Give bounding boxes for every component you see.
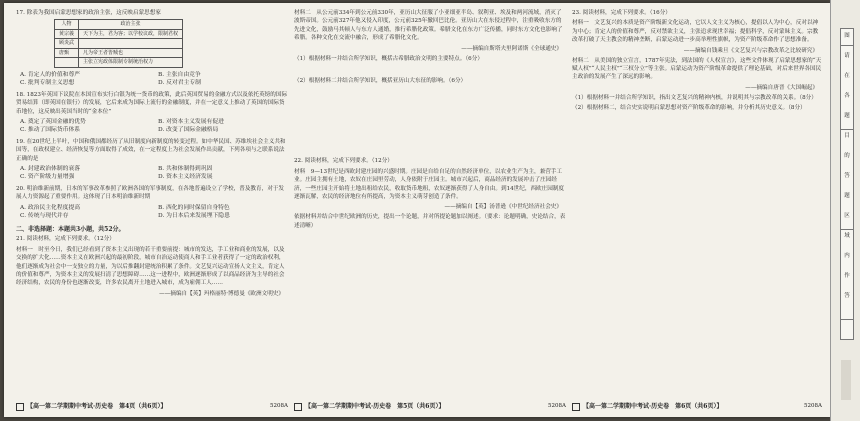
table-cell: 黄宗羲 — [55, 29, 79, 39]
table-cell: 主张立宪政体限制专制统治权力 — [79, 58, 183, 68]
option-c[interactable]: C. 传统与现代并存 — [20, 213, 69, 219]
option-d[interactable]: D. 为日本后来发展埋下隐患 — [158, 213, 230, 219]
exam-code: 5208A — [804, 403, 822, 409]
table-header: 人物 — [55, 20, 79, 30]
option-a[interactable]: A. 肯定人的价值和尊严 — [20, 71, 81, 78]
option-c[interactable]: C. 推动了国际货币体系 — [20, 127, 81, 134]
question-19-options — [20, 165, 288, 182]
question-22: 22. 阅读材料，完成下列要求。（12分） — [294, 158, 393, 165]
checkbox-icon — [294, 403, 302, 411]
footer-text: 【高一第二学期期中考试·历史卷 第4页（共6页）】 — [27, 403, 167, 411]
strip-label: 各 — [844, 93, 850, 99]
strip-label: 答 — [844, 173, 850, 179]
table-cell — [55, 58, 79, 68]
page-6-column — [572, 9, 822, 385]
strip-label: 内 — [844, 253, 850, 259]
question-21: 21. 阅读材料，完成下列要求。（12分） — [16, 236, 115, 243]
exam-code: 5208A — [548, 403, 566, 409]
divider — [841, 129, 853, 130]
strip-label: 在 — [844, 73, 850, 79]
material-source: ——摘编自钱乘旦《文艺复兴与宗教改革之比较研究》 — [683, 47, 818, 54]
footer-text: 【高一第二学期期中考试·历史卷 第6页（共6页）】 — [583, 403, 723, 411]
material-source: ——摘编自唐晋《大国崛起》 — [745, 84, 818, 91]
question-17-table — [54, 19, 183, 68]
strip-label: 题 — [844, 113, 850, 119]
option-b[interactable]: B. 对资本主义发展有促进 — [158, 118, 224, 125]
divider — [841, 45, 853, 46]
checkbox-icon — [572, 403, 580, 411]
question-19: 19. 在20世纪上半叶，中国和俄国都经历了从旧制度向新制度的转变过程。如中华民国、苏维埃社会主义共和国等，在政权建立、经济恢复等方面取得了成效，在一定程度上为社会发展作出贡献，下列各项与之联系说法正确的是 — [16, 138, 286, 162]
option-b[interactable]: B. 共和体制得到巩固 — [158, 165, 213, 172]
table-cell: 唐甄 — [55, 48, 79, 58]
option-d[interactable]: D. 资本主义经济发展 — [158, 174, 213, 181]
question-21-ask-1: （1）根据材料一并结合所学知识，概括古希腊政治文明的主要特点。（6分） — [294, 55, 483, 62]
exam-sheet — [4, 3, 830, 417]
footer-text: 【高一第二学期期中考试·历史卷 第5页（共6页）】 — [305, 403, 445, 411]
page-5-footer — [294, 401, 566, 411]
strip-label: 区 — [844, 213, 850, 219]
option-d[interactable]: D. 反对君主专制 — [158, 80, 201, 87]
strip-label: 目 — [844, 133, 850, 139]
question-17: 17. 除表为我国启蒙思想家的政治主张，这反映启蒙思想家 — [16, 10, 161, 16]
answer-space — [294, 65, 566, 77]
question-23-ask-2: （2）根据材料二，结合史实说明启蒙思想对资产阶级革命的影响，并分析其历史意义。（8分） — [572, 105, 806, 112]
question-22-ask: 依据材料并结合中世纪欧洲的历史，提出一个论题，并对所提论题加以阐述。（要求：论题明确，史论结合，表述清晰） — [294, 214, 566, 229]
question-23: 23. 阅读材料，完成下列要求。（16分） — [572, 10, 671, 16]
question-23-ask-1: （1）根据材料一并结合所学知识，指出文艺复兴的精神内核，并说明其与宗教改革的关系。（8分） — [572, 94, 817, 101]
option-b[interactable]: B. 西化的同时保留自身特色 — [158, 204, 230, 211]
strip-label: 作 — [844, 273, 850, 279]
option-a[interactable]: A. 奠定了英国金融的优势 — [20, 118, 86, 125]
question-23-material-2: 材料二 从美国的独立宣言，1787年宪法，到法国的《人权宣言》，这些文件体现了启蒙思想家的“天赋人权”“人民主权”“三权分立”等主张。启蒙运动为资产阶级革命提供了理论基础，对后来世界各国民主政治的发展产生了深远的影响。 — [572, 57, 822, 81]
question-23-material-1: 材料一 文艺复兴的本质是资产阶级新文化运动，它以人文主义为核心，提倡以人为中心，反对以神为中心；肯定人的价值和尊严，反对禁欲主义，主张追求现世幸福；提倡科学，反对蒙昧主义。宗教改革打破了天主教会的精神垄断，启蒙运动进一步高举理性旗帜，为资产阶级革命作了思想准备。 — [572, 20, 819, 44]
material-source: ——摘编自【英】玛格丽特·博德曼《欧洲文明史》 — [159, 290, 284, 297]
question-18-options — [20, 118, 288, 135]
page-6-footer — [572, 401, 822, 411]
strip-label: 图 — [844, 33, 850, 39]
question-17-options — [20, 71, 288, 88]
option-c[interactable]: C. 批判专制主义思想 — [20, 80, 75, 87]
question-20-options — [20, 204, 288, 221]
strip-label: 域 — [844, 233, 850, 239]
strip-label: 请 — [844, 53, 850, 59]
option-a[interactable]: A. 封建政治体制的衰落 — [20, 165, 81, 172]
section-heading: 二、非选择题：本题共3小题，共52分。 — [16, 226, 125, 234]
option-a[interactable]: A. 政治民主化程度提高 — [20, 204, 81, 211]
page-4-column — [16, 9, 288, 385]
answer-space — [294, 87, 566, 157]
page-5-column — [294, 9, 566, 385]
option-b[interactable]: B. 主张自由竞争 — [158, 71, 201, 78]
table-cell: 凡为帝王者皆贼也 — [79, 48, 183, 58]
strip-label: 答 — [844, 293, 850, 299]
checkbox-icon — [16, 403, 24, 411]
question-18: 18. 1823年英国下议院在本国宣布实行白银为统一货币的政策，此后英国贸易的金融方式以及依托英镑的国际贸易结算（即英国在银行）的发展，它后来成为国际上流行的金融制度，并在一定意义上推动了英国的国际货币地位，这反映出英国当时的“金本位” — [16, 91, 288, 115]
exam-code: 5208A — [270, 403, 288, 409]
option-c[interactable]: C. 资产阶级力量增强 — [20, 174, 75, 181]
answer-zone-bar — [840, 28, 854, 340]
question-22-material: 材料 9—13世纪是西欧封建庄园的兴盛时期。庄园是自给自足的自然经济单位，以农业生产为主，兼营手工业。庄园主拥有土地，农奴在庄园里劳动，人身依附于庄园主。城市兴起后，商品经济的发展冲击了庄园经济，一些庄园主开始将土地出租给农民，收取货币地租，农奴逐渐获得了人身自由。到14世纪，西欧庄园制度逐渐瓦解，农民的经济地位有所提高，为资本主义萌芽创造了条件。 — [294, 168, 565, 201]
question-21-ask-2: （2）根据材料二并结合所学知识，概括亚历山大东征的影响。（6分） — [294, 78, 467, 85]
material-source: ——摘编自【英】汤普逊《中世纪经济社会史》 — [444, 204, 562, 211]
question-20: 20. 明治维新前期，日本的军事改革参照了欧洲各国的军事制度，在各地普遍设立了学校，普及教育，对于发展人力资源起了重要作用。这体现了日本明治维新时期 — [16, 185, 284, 201]
strip-label: 题 — [844, 193, 850, 199]
material-2: 材料二 从公元前334年到公元前330年，亚历山大征服了小亚细亚半岛、叙利亚、埃及和两河流域，消灭了波斯帝国。公元前327年他又侵入印度，公元前325年撤回巴比伦。亚历山大在东侵过程中，注重吸收东方的先进文化，鼓励马其顿人与东方人通婚，推行希腊化政策。希腊文化在东方广泛传播，同时东方文化也影响了希腊。各种文化在交流中融合，形成了希腊化文化。 — [294, 10, 563, 42]
table-cell — [79, 39, 183, 49]
binding-strip — [830, 0, 860, 421]
seal-mark — [841, 360, 851, 400]
table-header: 政治主张 — [79, 20, 183, 30]
question-21-material: 材料一 时至今日，我们已经看到了资本主义出现的若干重要前提：城市的发达，手工业和商业的发展，以及交换的扩大化……资本主义在欧洲兴起的最初阶段，城市自治运动使商人和手工业者获得了一定的政治权利，他们逐渐成为社会中一支独立的力量，为以后推翻封建统治积累了条件。文艺复兴运动宣扬人文主义，肯定人的价值和尊严，为资本主义的发展扫清了思想障碍……这一进程中，欧洲逐渐形成了以商品经济为主导的社会经济结构，农民的身份也逐渐改变，许多农民离开土地进入城市，成为雇佣工人…… — [16, 246, 285, 287]
divider — [841, 319, 853, 320]
page-4-footer — [16, 401, 288, 411]
divider — [841, 229, 853, 230]
option-d[interactable]: D. 改变了国际金融格局 — [158, 127, 219, 134]
material-source: ——摘编自斯塔夫里阿诺斯《全球通史》 — [461, 45, 562, 52]
table-cell: 天下为主，君为客；以学校议政，限制君权 — [79, 29, 183, 39]
strip-label: 的 — [844, 153, 850, 159]
table-cell: 顾炎武 — [55, 39, 79, 49]
